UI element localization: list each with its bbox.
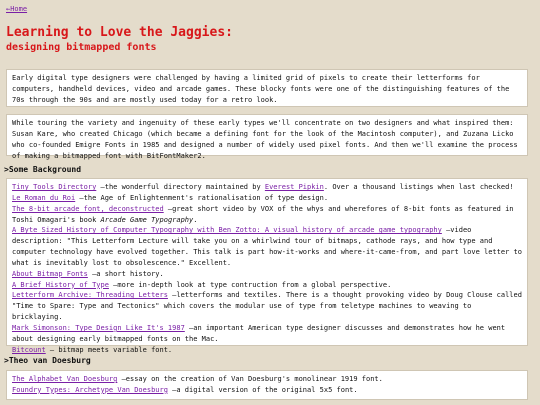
intro-paragraph-2: While touring the variety and ingenuity of these early types we'll concentrate on two designers and what inspired them: Susan Kare, who created Chicago (which became a defining font for the look of the Macintosh computer), and Zuzana Licko who co-founded Emigre Fonts in 1985 and designed a number of widely used pixel fonts. And then we'll examine the process of making a bitmapped font with BitFontMaker2. [6,114,528,156]
book-title: Arcade Game Typography [100,215,194,224]
list-item [12,204,522,226]
list-item-description: —video description: "This Letterform Lecture will take you on a whirlwind tour of bitmaps, cathode rays, and how type and computer technology have evolved together. This talk is part how-it-works and where-it-came-from, and part love letter to what is inevitably lost to obsolescence." Excellent. [12,226,522,267]
list-item-description: —more in-depth look at type contruction from a global perspective. [108,280,392,289]
list-item-description-end: . [193,215,198,224]
everest-pipkin-link[interactable]: Everest Pipkin [264,183,324,191]
list-item-description: —the wonderful directory maintained by [96,183,265,191]
arcade-font-deconstructed-link[interactable]: The 8-bit arcade font, deconstructed [12,204,164,213]
tiny-tools-directory-link[interactable]: Tiny Tools Directory [12,183,97,191]
list-item-description: —the Age of Enlightenment's rationalisation of type design. [75,193,329,202]
list-item [12,225,522,268]
home-link[interactable]: ←Home [6,5,28,13]
list-item [12,385,522,396]
list-item-description: . Over a thousand listings when last checked! [323,183,514,191]
background-links-list [6,178,528,354]
list-item-description: —a digital version of the original 5x5 font. [167,385,358,394]
list-item [12,182,522,193]
bitcount-link[interactable]: Bitcount [12,345,46,354]
doesburg-links-list [6,370,528,400]
alphabet-van-doesburg-link[interactable]: The Alphabet Van Doesburg [12,375,118,383]
list-item-description: —great short video by VOX of the whys and wherefores of 8-bit fonts as featured in Toshi Omagari's book [12,204,514,224]
list-item-description: — bitmap meets variable font. [45,345,173,354]
list-item [12,193,522,204]
list-item [12,323,522,345]
list-item [12,269,522,280]
page-title: Learning to Love the Jaggies: [6,25,233,40]
archetype-van-doesburg-link[interactable]: Foundry Types: Archetype Van Doesburg [12,385,168,394]
threading-letters-link[interactable]: Letterform Archive: Threading Letters [12,291,168,300]
list-item-description: —essay on the creation of Van Doesburg's monolinear 1919 font. [117,375,383,383]
list-item-description: —a short history. [87,269,164,278]
intro-paragraph-1: Early digital type designers were challenged by having a limited grid of pixels to create their letterforms for computers, handheld devices, video and arcade games. These blocky fonts were one of the distinguishing features of the 70s through the 90s and are mostly used today for a retro look. [6,69,528,107]
le-roman-du-roi-link[interactable]: Le Roman du Roi [12,193,76,202]
list-item [12,290,522,323]
list-item [12,280,522,291]
byte-sized-history-link[interactable]: A Byte Sized History of Computer Typography with Ben Zotto: A visual history of arcade game typography [12,226,442,235]
page-subtitle: designing bitmapped fonts [6,42,157,53]
list-item [12,374,522,385]
list-item-description: —an important American type designer discusses and demonstrates how he went about designing early bitmapped fonts on the Mac. [12,323,506,343]
section-heading-background: >Some Background [4,165,82,174]
list-item-description: —letterforms and textiles. There is a thought provoking video by Doug Clouse called "Time to Spare: Type and Tectonics" which covers the modular use of type from teletype machines to weaving to bricklaying. [12,291,522,322]
section-heading-theo-van-doesburg: >Theo van Doesburg [4,356,91,365]
list-item [12,345,522,356]
about-bitmap-fonts-link[interactable]: About Bitmap Fonts [12,269,88,278]
brief-history-of-type-link[interactable]: A Brief History of Type [12,280,109,289]
mark-simonson-link[interactable]: Mark Simonson: Type Design Like It's 1987 [12,323,185,332]
